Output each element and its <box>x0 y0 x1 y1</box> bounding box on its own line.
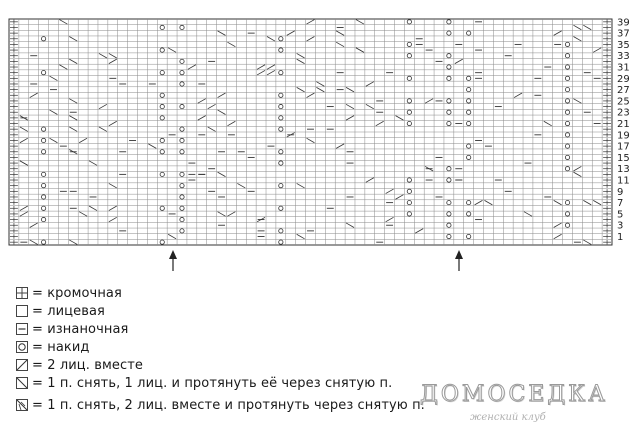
site-watermark-subtitle: женский клуб <box>470 412 546 423</box>
legend <box>16 284 425 414</box>
row-number: 7 <box>617 198 624 210</box>
row-number: 39 <box>617 17 630 29</box>
legend-item-k2tog <box>16 356 425 374</box>
row-number: 29 <box>617 73 630 85</box>
row-number: 5 <box>617 209 624 221</box>
row-number: 33 <box>617 51 630 63</box>
legend-item-sk2p <box>16 396 425 414</box>
legend-item-edge-stitch <box>16 284 425 302</box>
legend-item-yarn-over <box>16 338 425 356</box>
knit-stitch-icon <box>16 305 28 317</box>
legend-label: = 2 лиц. вместе <box>32 357 143 373</box>
legend-label: = кромочная <box>32 285 122 301</box>
row-number: 19 <box>617 130 630 142</box>
k2tog-icon <box>16 359 28 371</box>
row-number: 1 <box>617 232 624 244</box>
row-number: 37 <box>617 28 630 40</box>
row-number: 9 <box>617 186 624 198</box>
site-watermark: ДОМОСЕДКА <box>420 382 608 407</box>
row-number: 17 <box>617 141 630 153</box>
sk2p-icon <box>16 399 28 411</box>
row-number: 15 <box>617 152 630 164</box>
legend-label: = изнаночная <box>32 321 129 337</box>
legend-label: = 1 п. снять, 2 лиц. вместе и протянуть через снятую п. <box>32 397 425 413</box>
row-number: 3 <box>617 220 624 232</box>
row-number: 31 <box>617 62 630 74</box>
row-number: 11 <box>617 175 630 187</box>
row-number-labels <box>617 17 630 243</box>
row-number: 25 <box>617 96 630 108</box>
yarn-over-icon <box>16 341 28 353</box>
legend-label: = 1 п. снять, 1 лиц. и протянуть её через снятую п. <box>32 375 393 391</box>
pattern-repeat-end-arrow <box>455 250 463 271</box>
row-number: 23 <box>617 107 630 119</box>
pattern-repeat-start-arrow <box>169 250 177 271</box>
legend-item-purl <box>16 320 425 338</box>
purl-stitch-icon <box>16 323 28 335</box>
legend-label: = накид <box>32 339 90 355</box>
legend-item-ssk <box>16 374 425 392</box>
row-number: 27 <box>617 85 630 97</box>
ssk-icon <box>16 377 28 389</box>
row-number: 13 <box>617 164 630 176</box>
legend-item-knit <box>16 302 425 320</box>
chart-grid <box>9 19 612 245</box>
row-number: 35 <box>617 39 630 51</box>
legend-label: = лицевая <box>32 303 105 319</box>
row-number: 21 <box>617 119 630 131</box>
edge-stitch-icon <box>16 287 28 299</box>
